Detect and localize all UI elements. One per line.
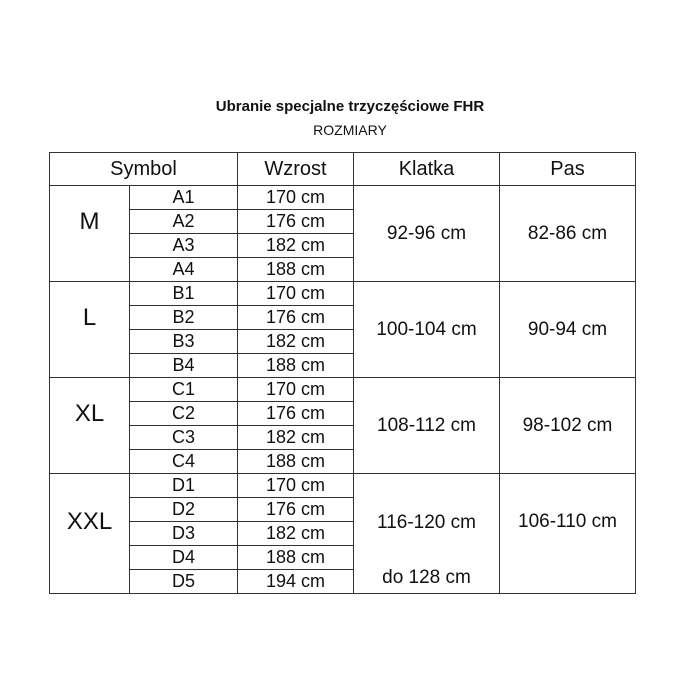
code-cell: C3 [130, 426, 238, 450]
size-table [49, 152, 636, 594]
header-pas: Pas [500, 153, 636, 186]
chest-cell-l: 100-104 cm [354, 282, 500, 378]
chest-cell-m: 92-96 cm [354, 186, 500, 282]
waist-cell-xl: 98-102 cm [500, 378, 636, 474]
height-cell: 176 cm [238, 402, 354, 426]
size-cell-l: L [50, 282, 130, 378]
code-cell: A4 [130, 258, 238, 282]
height-cell: 182 cm [238, 426, 354, 450]
code-cell: A2 [130, 210, 238, 234]
waist-cell-l: 90-94 cm [500, 282, 636, 378]
height-cell: 188 cm [238, 546, 354, 570]
height-cell: 176 cm [238, 210, 354, 234]
code-cell: C2 [130, 402, 238, 426]
code-cell: D5 [130, 570, 238, 594]
code-cell: A1 [130, 186, 238, 210]
height-cell: 182 cm [238, 330, 354, 354]
chest-cell-xxl [354, 474, 500, 594]
table-row [50, 474, 636, 498]
header-klatka: Klatka [354, 153, 500, 186]
chest-extra-xxl: do 128 cm [382, 567, 471, 588]
height-cell: 182 cm [238, 522, 354, 546]
document-subtitle: ROZMIARY [313, 122, 387, 138]
size-cell-xl: XL [50, 378, 130, 474]
height-cell: 188 cm [238, 258, 354, 282]
code-cell: D2 [130, 498, 238, 522]
height-cell: 176 cm [238, 306, 354, 330]
height-cell: 176 cm [238, 498, 354, 522]
chest-cell-xl: 108-112 cm [354, 378, 500, 474]
waist-cell-m: 82-86 cm [500, 186, 636, 282]
document-title: Ubranie specjalne trzyczęściowe FHR [215, 98, 485, 115]
height-cell: 194 cm [238, 570, 354, 594]
code-cell: D3 [130, 522, 238, 546]
header-wzrost: Wzrost [238, 153, 354, 186]
height-cell: 170 cm [238, 186, 354, 210]
code-cell: B1 [130, 282, 238, 306]
height-cell: 188 cm [238, 354, 354, 378]
code-cell: B3 [130, 330, 238, 354]
code-cell: A3 [130, 234, 238, 258]
table-header-row [50, 153, 636, 186]
header-symbol: Symbol [50, 153, 238, 186]
height-cell: 170 cm [238, 282, 354, 306]
table-row [50, 186, 636, 210]
height-cell: 170 cm [238, 378, 354, 402]
code-cell: B2 [130, 306, 238, 330]
table-row [50, 378, 636, 402]
code-cell: C1 [130, 378, 238, 402]
code-cell: C4 [130, 450, 238, 474]
code-cell: D1 [130, 474, 238, 498]
height-cell: 182 cm [238, 234, 354, 258]
size-cell-xxl: XXL [50, 474, 130, 594]
waist-cell-xxl: 106-110 cm [500, 474, 636, 594]
height-cell: 188 cm [238, 450, 354, 474]
code-cell: D4 [130, 546, 238, 570]
size-cell-m: M [50, 186, 130, 282]
code-cell: B4 [130, 354, 238, 378]
table-row [50, 282, 636, 306]
chest-range-xxl: 116-120 cm [377, 512, 476, 533]
height-cell: 170 cm [238, 474, 354, 498]
